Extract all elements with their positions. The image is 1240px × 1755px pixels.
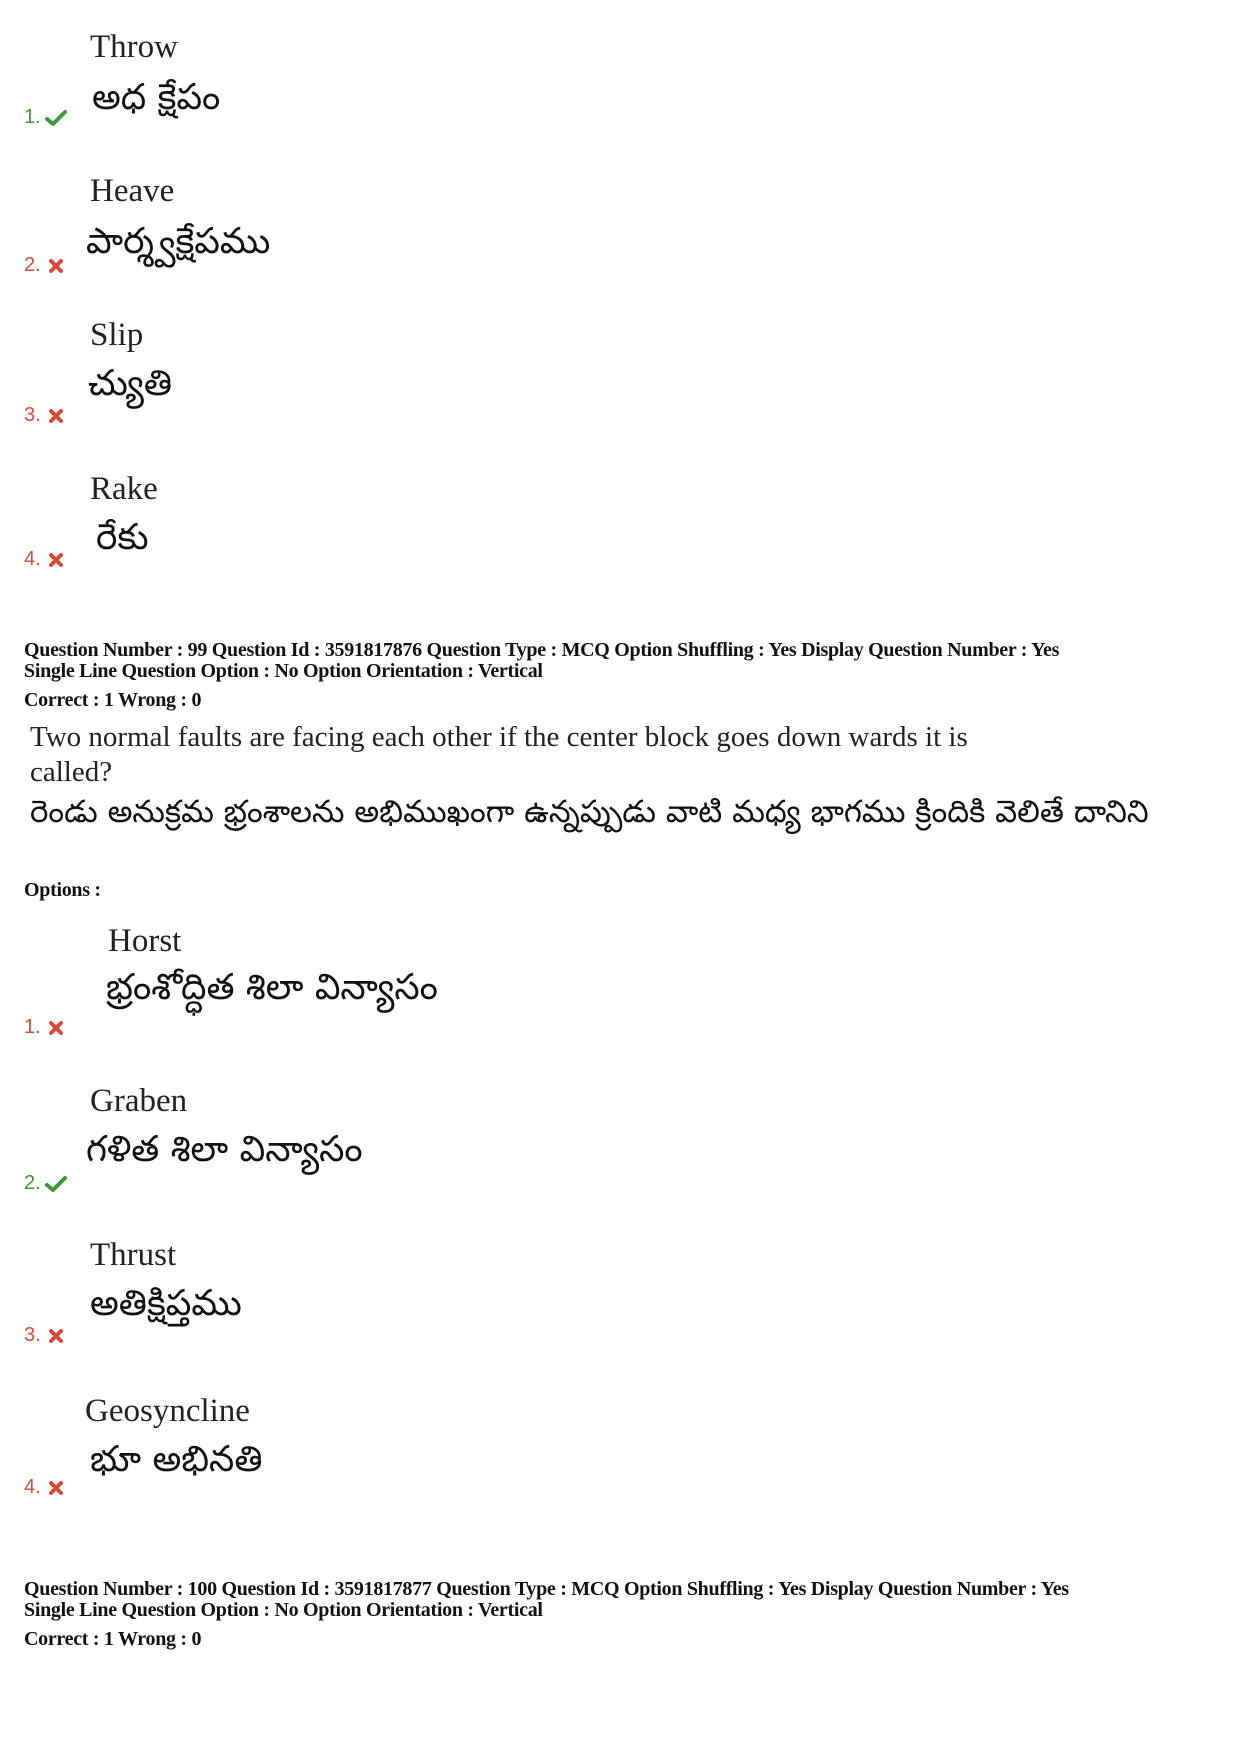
option-number: 3. [24, 404, 67, 426]
option-number: 4. [24, 548, 67, 570]
question-meta-line2: Single Line Question Option : No Option Orientation : Vertical [24, 1599, 543, 1621]
options-label: Options : [24, 879, 101, 901]
option-text-te: అతిక్షిప్తము [90, 1283, 242, 1324]
option-number: 3. [24, 1324, 67, 1346]
option-number: 1. [24, 1016, 67, 1038]
option-text-en: Slip [90, 317, 144, 353]
option-text-te: గళిత శిలా విన్యాసం [86, 1129, 363, 1170]
option-text-en: Graben [90, 1083, 188, 1119]
check-icon [45, 109, 67, 127]
option-text-te: పార్శ్వక్షేపము [86, 221, 271, 262]
option-text-en: Thrust [90, 1237, 177, 1273]
option-text-en: Geosyncline [85, 1393, 250, 1429]
question-meta-line1: Question Number : 100 Question Id : 3591817877 Question Type : MCQ Option Shuffling : Yes Display Question Number : Yes [24, 1578, 1069, 1600]
option-number: 2. [24, 254, 67, 276]
question-meta-line2: Single Line Question Option : No Option Orientation : Vertical [24, 660, 543, 682]
option-text-te: భూ అభినతి [90, 1439, 263, 1480]
option-text-te: భ్రంశోద్ధిత శిలా విన్యాసం [106, 967, 438, 1008]
cross-icon [45, 1019, 67, 1037]
question-text-te: రెండు అనుక్రమ భ్రంశాలను అభిముఖంగా ఉన్నప్పుడు వాటి మధ్య భాగము క్రిందికి వెలితే దానిని [30, 794, 1149, 830]
question-text-en: Two normal faults are facing each other if the center block goes down wards it is called? [30, 721, 968, 788]
option-text-te: అధ క్షేపం [92, 77, 221, 118]
option-text-en: Heave [90, 173, 175, 209]
question-marks: Correct : 1 Wrong : 0 [24, 1628, 202, 1650]
option-text-te: చ్యుతి [88, 363, 173, 404]
option-text-en: Rake [90, 471, 158, 507]
option-number: 1. [24, 106, 67, 128]
option-text-te: రేకు [96, 517, 149, 558]
cross-icon [45, 551, 67, 569]
option-text-en: Horst [108, 923, 182, 959]
question-marks: Correct : 1 Wrong : 0 [24, 689, 202, 711]
cross-icon [45, 257, 67, 275]
cross-icon [45, 407, 67, 425]
option-text-en: Throw [90, 29, 178, 65]
check-icon [45, 1175, 67, 1193]
cross-icon [45, 1327, 67, 1345]
cross-icon [45, 1479, 67, 1497]
option-number: 2. [24, 1172, 67, 1194]
option-number: 4. [24, 1476, 67, 1498]
question-meta-line1: Question Number : 99 Question Id : 3591817876 Question Type : MCQ Option Shuffling : Yes Display Question Number : Yes [24, 639, 1060, 661]
